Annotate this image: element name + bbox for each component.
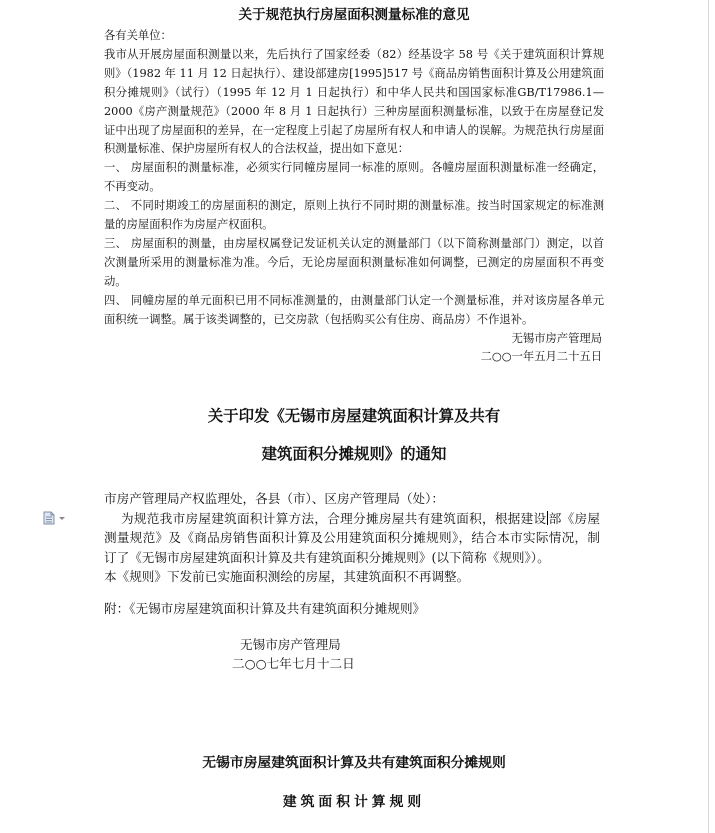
notice-signature-date: 二○○七年七月十二日 (232, 656, 355, 672)
notice-attachment: 附：《无锡市房屋建筑面积计算及共有建筑面积分摊规则》 (104, 600, 426, 616)
notice-addressee: 市房产管理局产权监理处，各县（市）、区房产管理局（处）： (104, 491, 445, 506)
opinion-signature-org: 无锡市房产管理局 (511, 331, 602, 345)
notice-signature-org: 无锡市房产管理局 (240, 636, 341, 652)
opinion-item-2: 二、 不同时期竣工的房屋面积的测定，原则上执行不同时期的测量标准。按当时国家规定的标准测量的房屋面积作为房屋产权面积。 (104, 199, 604, 232)
notice-title-line-2: 建筑面积分摊规则》的通知 (261, 445, 447, 463)
opinion-item-4: 四、 同幢房屋的单元面积已用不同标准测量的，由测量部门认定一个测量标准，并对该房屋各单元面积统一调整。属于该类调整的，已交房款（包括购买公有住房、商品房）不作退补。 (104, 293, 604, 326)
notice-title-line-1: 关于印发《无锡市房屋建筑面积计算及共有 (207, 407, 501, 425)
page-right-edge (708, 0, 709, 833)
document-options-icon[interactable] (42, 511, 68, 525)
notice-body-part-2: 部《房屋测量规范》及《商品房销售面积计算及公用建筑面积分摊规则》，结合本市实际情况，制订了《无锡市房屋建筑面积计算及共有建筑面积分摊规则》(以下简称《规则》）。 (104, 510, 601, 565)
opinion-item-3: 三、 房屋面积的测量，由房屋权属登记发证机关认定的测量部门（以下简称测量部门）测定，以首次测量所采用的测量标准为准。今后，无论房屋面积测量标准如何调整，已测定的房屋面积不再变动。 (104, 236, 604, 288)
section-opinion (104, 4, 604, 367)
rules-title: 无锡市房屋建筑面积计算及共有建筑面积分摊规则 (202, 755, 506, 771)
notice-note: 本《规则》下发前已实施面积测绘的房屋，其建筑面积不再调整。 (104, 569, 470, 585)
notice-body-part-1: 为规范我市房屋建筑面积计算方法，合理分摊房屋共有建筑面积，根据建设 (121, 510, 547, 526)
rules-subtitle: 建筑面积计算规则 (282, 794, 426, 810)
opinion-signature-date: 二○○一年五月二十五日 (480, 350, 602, 364)
section-notice (104, 489, 600, 674)
opinion-item-1: 一、 房屋面积的测量标准，必须实行同幢房屋同一标准的原则。各幢房屋面积测量标准一经确定，不再变动。 (104, 161, 604, 194)
opinion-paragraph: 我市从开展房屋面积测量以来，先后执行了国家经委（82）经基设字 58 号《关于建筑面积计算规则》（1982 年 11 月 12 日起执行）、建设部建房[1995]517 号《商品房销售面积计算及公用建筑面积分摊规则》（试行）（1995 年 12 月 1 日起执行）和中华人民共和国国家标准GB/T17986.1—2000《房产测量规范》（2000 年 8 月 1 日起执行）三种房屋面积测量标准，以致于在房屋登记发证中出现了房屋面积的差异，在一定程度上引起了房屋所有权人和申请人的误解。为规范执行房屋面积测量标准、保护房屋所有权人的合法权益，提出如下意见： (104, 47, 604, 156)
opinion-greeting: 各有关单位： (104, 29, 172, 42)
opinion-title: 关于规范执行房屋面积测量标准的意见 (238, 7, 470, 23)
notice-body[interactable] (104, 509, 600, 568)
